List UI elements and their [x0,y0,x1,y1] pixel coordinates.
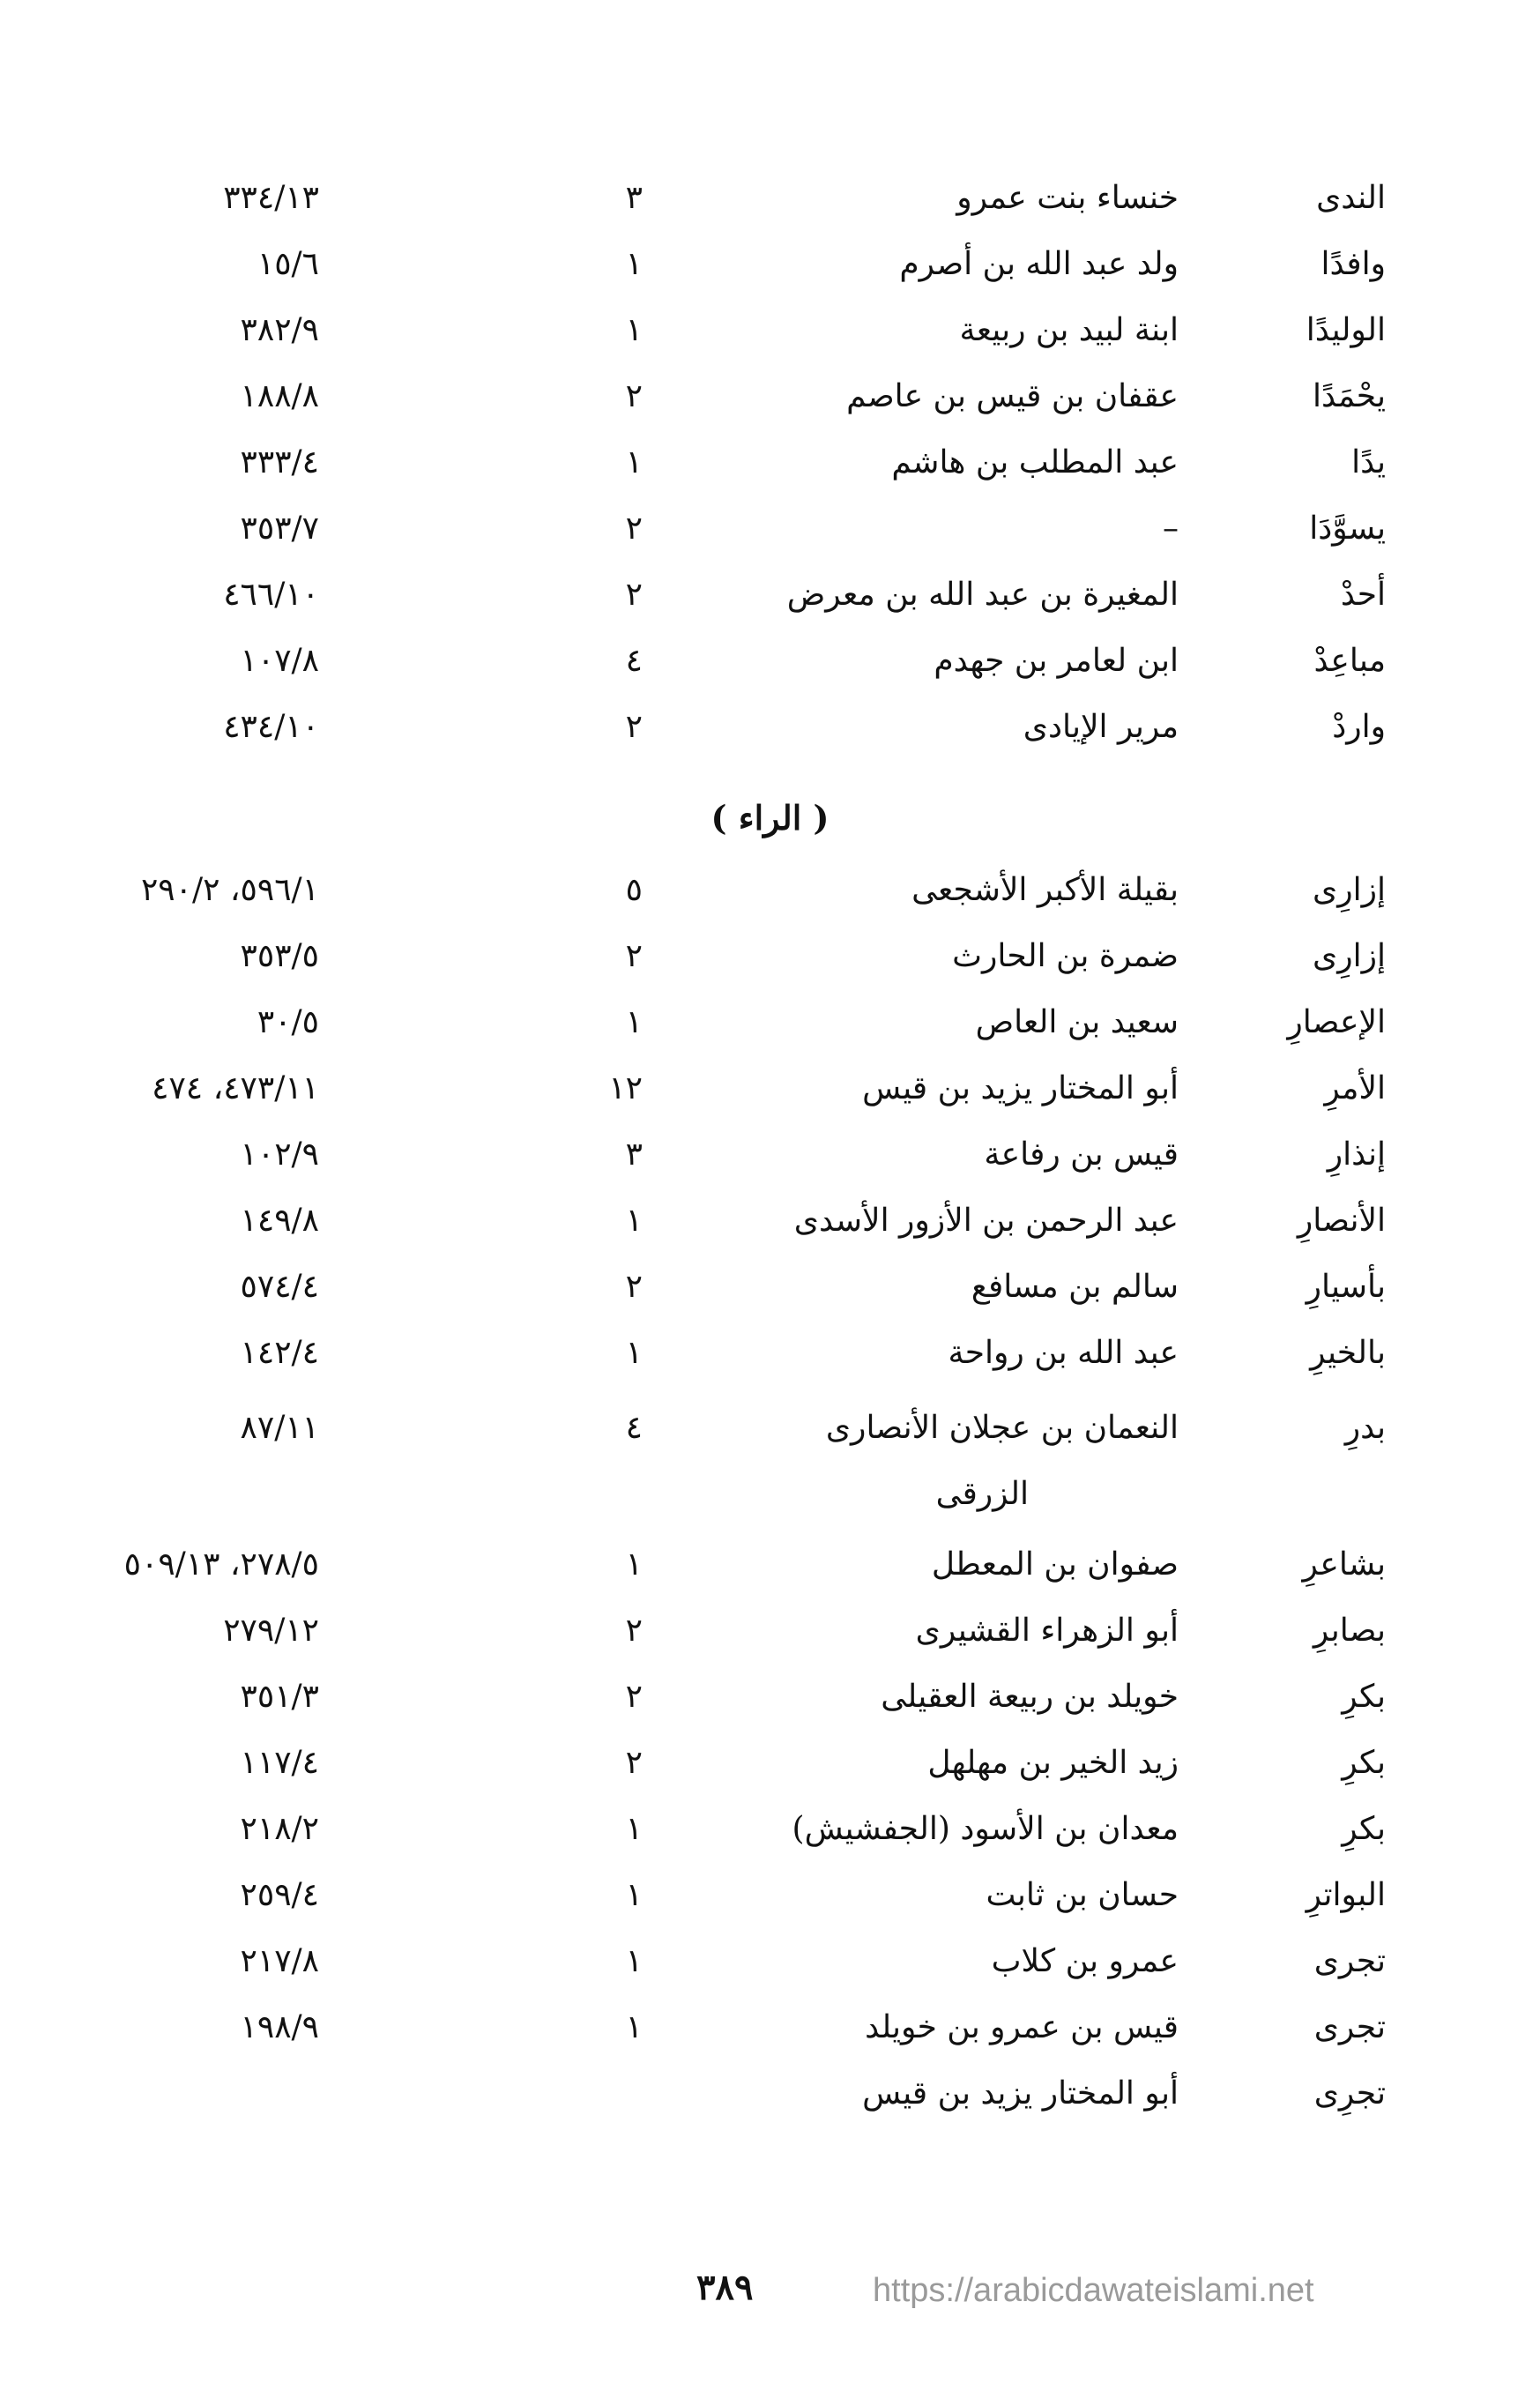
rhyme-word: بشاعرِ [1302,1546,1386,1583]
rhyme-word: البواترِ [1306,1877,1386,1913]
rhyme-word: تجرى [1313,1943,1386,1979]
table-row [0,304,1540,366]
page-reference: ٢٥٩/٤ [240,1877,319,1913]
poet-name: زيد الخير بن مهلهل [927,1745,1179,1781]
table-row [0,2001,1540,2063]
table-row [0,1327,1540,1389]
rhyme-word: تجرِى [1313,2075,1386,2112]
page-reference: ١٥/٦ [257,246,319,282]
section-heading-ra: ( الراء ) [710,798,830,838]
page-reference: ٣٠/٥ [257,1004,319,1040]
verse-count: ١ [625,1877,643,1913]
verse-count: ١ [625,246,643,282]
verse-count: ٢ [625,510,643,547]
poet-name: أبو الزهراء القشيرى [915,1613,1179,1649]
verse-count: ١٢ [608,1070,643,1106]
rhyme-word: الأنصارِ [1297,1203,1386,1239]
verse-count: ٢ [625,1613,643,1649]
table-row [0,1671,1540,1732]
table-row [0,1261,1540,1322]
poet-name: قيس بن رفاعة [984,1136,1179,1173]
page-reference: ٣٥٣/٥ [240,938,319,974]
table-row [0,930,1540,992]
rhyme-word: بأسيارِ [1306,1269,1386,1305]
verse-count: ٢ [625,577,643,613]
poet-name: عبد الله بن رواحة [948,1335,1179,1371]
poet-name: صفوان بن المعطل [931,1546,1179,1583]
verse-count: ٢ [625,938,643,974]
poet-name: خويلد بن ربيعة العقيلى [881,1679,1179,1715]
verse-count: ٤ [625,643,643,679]
page-reference: ١٠٧/٨ [240,643,319,679]
poet-name: عبد الرحمن بن الأزور الأسدى [793,1203,1179,1239]
page-reference: ١٤٢/٤ [240,1335,319,1371]
rhyme-word: تجرى [1313,2009,1386,2045]
verse-count: ١ [625,1811,643,1847]
page-reference: ٣٣٣/٤ [240,444,319,480]
table-row [0,172,1540,234]
table-row [0,1538,1540,1600]
verse-count: ٢ [625,709,643,745]
poet-name: مرير الإيادى [1023,709,1179,745]
page-reference: ٢٧٩/١٢ [223,1613,319,1649]
poet-name: قيس بن عمرو بن خويلد [865,2009,1179,2045]
table-row [0,1605,1540,1666]
poet-name: أبو المختار يزيد بن قيس [862,2075,1179,2112]
verse-count: ٢ [625,378,643,414]
rhyme-word: الوليدًا [1306,312,1386,348]
page-number: ٣٨٩ [696,2267,754,2308]
rhyme-word: يحْمَدًا [1313,378,1386,414]
poet-name: عبد المطلب بن هاشم [891,444,1179,480]
poet-name: معدان بن الأسود (الجفشيش) [792,1811,1179,1847]
poet-name: ولد عبد الله بن أصرم [899,246,1179,282]
poet-name: حسان بن ثابت [986,1877,1179,1913]
page-reference: ٣٥٣/٧ [240,510,319,547]
verse-count: ٥ [625,872,643,908]
page-reference: ٢٧٨/٥، ٥٠٩/١٣ [123,1546,319,1583]
verse-count: ١ [625,1203,643,1239]
table-row [0,1062,1540,1124]
rhyme-word: بدرِ [1344,1410,1386,1446]
table-row [0,996,1540,1058]
rhyme-word: مباعِدْ [1313,643,1386,679]
rhyme-word: إنذارِ [1327,1136,1386,1173]
poet-name: خنساء بنت عمرو [956,180,1179,216]
table-row [0,569,1540,630]
page-reference: ١٨٨/٨ [240,378,319,414]
page-reference: ٨٧/١١ [240,1410,319,1446]
page-reference: ٣٣٤/١٣ [223,180,319,216]
table-row [0,238,1540,300]
poet-name: النعمان بن عجلان الأنصارى [825,1410,1179,1446]
poet-name: بقيلة الأكبر الأشجعى [911,872,1179,908]
page-reference: ٣٨٢/٩ [240,312,319,348]
table-row [0,503,1540,564]
table-row [0,370,1540,432]
watermark-url: https://arabicdawateislami.net [873,2272,1314,2309]
rhyme-word: بكرِ [1342,1811,1386,1847]
page-reference: ٣٥١/٣ [240,1679,319,1715]
page-reference: ٥٩٦/١، ٢٩٠/٢ [140,872,319,908]
table-row [0,1935,1540,1997]
verse-count: ١ [625,2009,643,2045]
verse-count: ٤ [625,1410,643,1446]
verse-count: ٢ [625,1745,643,1781]
rhyme-word: الأمرِ [1324,1070,1386,1106]
poet-name: أبو المختار يزيد بن قيس [862,1070,1179,1106]
table-row [0,436,1540,498]
poet-name: ضمرة بن الحارث [952,938,1179,974]
poet-name: عقفان بن قيس بن عاصم [846,378,1179,414]
table-row [0,2067,1540,2129]
rhyme-word: وافدًا [1321,246,1386,282]
table-row [0,1402,1540,1464]
verse-count: ١ [625,1004,643,1040]
poet-name: ابنة لبيد بن ربيعة [959,312,1179,348]
verse-count: ٢ [625,1269,643,1305]
rhyme-word: الإعصارِ [1287,1004,1386,1040]
page-reference: ١١٧/٤ [240,1745,319,1781]
verse-count: ١ [625,1546,643,1583]
rhyme-word: يسوَّدَا [1309,510,1386,547]
page-reference: ٤٦٦/١٠ [223,577,319,613]
rhyme-word: بصابرِ [1313,1613,1386,1649]
rhyme-word: إزارِى [1313,872,1386,908]
table-row [0,1869,1540,1931]
page-reference: ٢١٨/٢ [240,1811,319,1847]
page-reference: ١٠٢/٩ [240,1136,319,1173]
poet-name: سالم بن مسافع [971,1269,1179,1305]
verse-count: ١ [625,1943,643,1979]
rhyme-word: الندى [1316,180,1386,216]
table-row [0,635,1540,696]
page-reference: ٤٧٣/١١، ٤٧٤ [152,1070,319,1106]
poet-name: عمرو بن كلاب [991,1943,1179,1979]
table-row [0,1737,1540,1799]
rhyme-word: بكرِ [1342,1679,1386,1715]
verse-count: ٢ [625,1679,643,1715]
table-row [0,1803,1540,1865]
rhyme-word: بالخيرِ [1310,1335,1386,1371]
poet-name: ابن لعامر بن جهدم [934,643,1179,679]
verse-count: ١ [625,1335,643,1371]
table-row [0,1129,1540,1190]
verse-count: ٣ [625,1136,643,1173]
rhyme-word: إزارِى [1313,938,1386,974]
poet-name: سعيد بن العاص [975,1004,1179,1040]
verse-count: ٣ [625,180,643,216]
table-row [0,1195,1540,1256]
verse-count: ١ [625,444,643,480]
page-reference: ٢١٧/٨ [240,1943,319,1979]
poet-name: المغيرة بن عبد الله بن معرض [786,577,1179,613]
poet-name-continuation: الزرقى [935,1476,1029,1512]
verse-count: ١ [625,312,643,348]
page-reference: ١٤٩/٨ [240,1203,319,1239]
rhyme-word: يدًا [1351,444,1386,480]
rhyme-word: بكرِ [1342,1745,1386,1781]
page-reference: ١٩٨/٩ [240,2009,319,2045]
rhyme-word: أحدْ [1340,577,1386,613]
poet-name: – [1163,510,1179,547]
table-row [0,864,1540,926]
table-row [0,701,1540,763]
page-reference: ٤٣٤/١٠ [223,709,319,745]
page-reference: ٥٧٤/٤ [240,1269,319,1305]
rhyme-word: واردْ [1332,709,1386,745]
